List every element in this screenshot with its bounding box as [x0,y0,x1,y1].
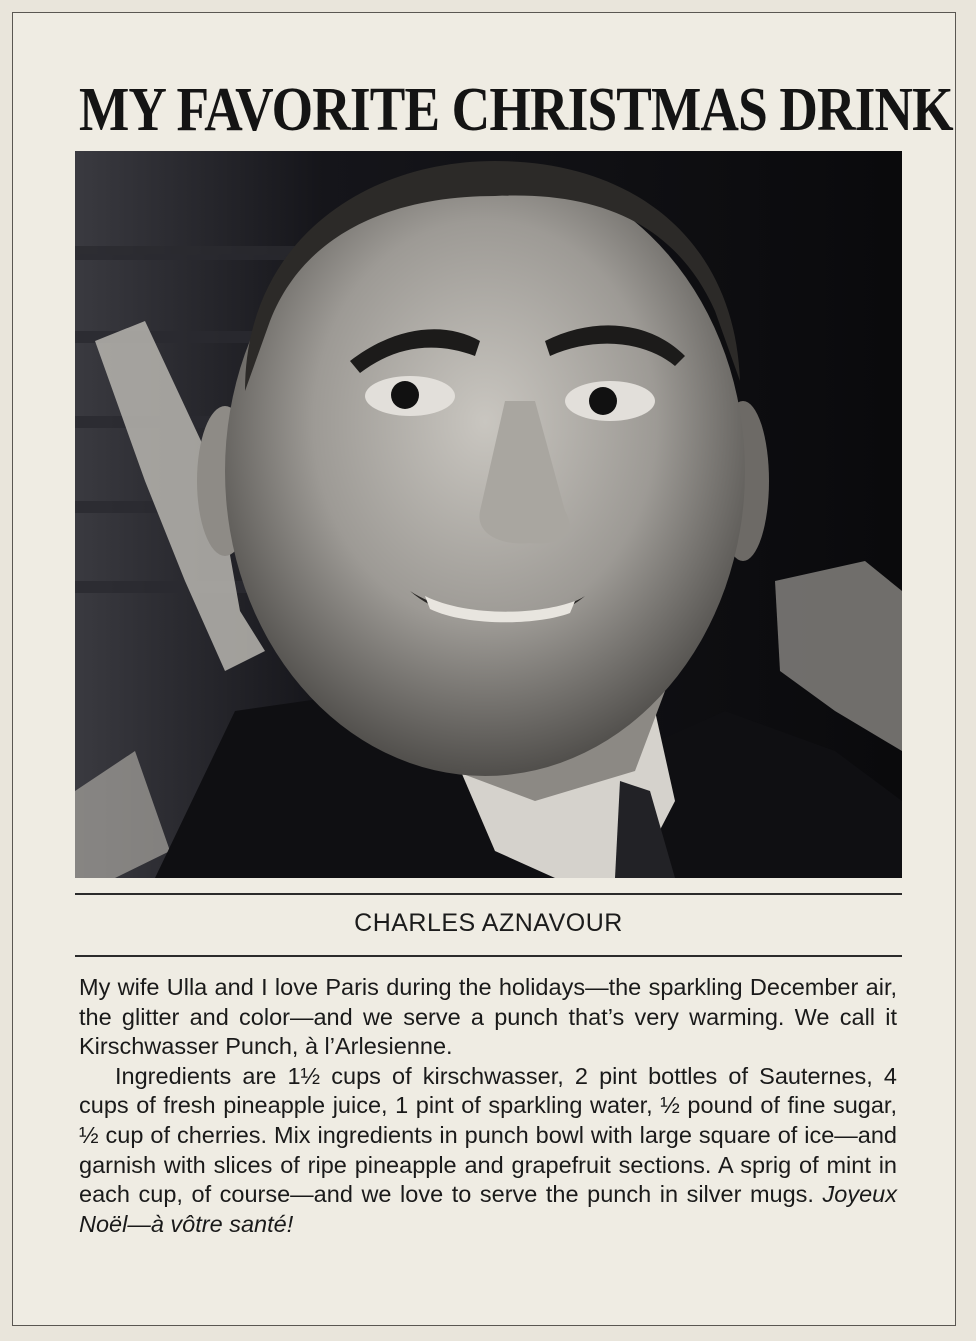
portrait-photo [75,151,902,878]
portrait-illustration [75,151,902,878]
sign-off: Joyeux Noël—à vôtre santé! [79,1181,897,1237]
byline: CHARLES AZNAVOUR [354,909,623,937]
byline-rule-bottom [75,955,902,957]
paragraph-2-text: Ingredients are 1½ cups of kirschwasser, 2 pint bottles of Sauternes, 4 cups of fresh pineapple juice, 1 pint of sparkling water, ½ pound of fine sugar, ½ cup of cherries. Mix ingredients in punch bowl with large square of ice—and garnish with slices of ripe pineapple and grapefruit sections. A sprig of mint in each cup, of course—and we love to serve the punch in silver mugs. [79,1062,897,1208]
article-body [79,973,897,1239]
headline: MY FAVORITE CHRISTMAS DRINK [78,76,953,144]
paragraph-1: My wife Ulla and I love Paris during the holidays—the sparkling December air, the glitter and color—and we serve a punch that’s very warming. We call it Kirschwasser Punch, à l’Arlesienne. [79,974,897,1060]
paragraph-2 [79,1062,897,1240]
byline-rule-top [75,893,902,895]
magazine-page [12,12,956,1326]
